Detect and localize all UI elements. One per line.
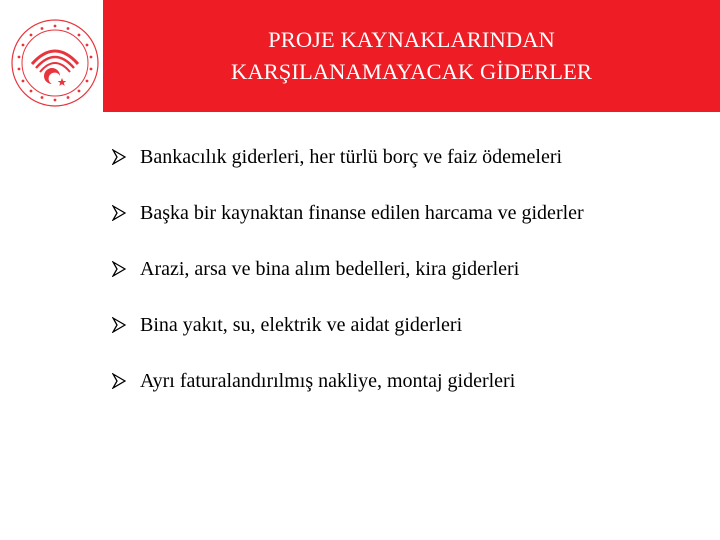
bullet-item: [112, 308, 584, 342]
bullet-item: [112, 252, 584, 286]
arrow-right-bullet-icon: [112, 205, 126, 221]
arrow-right-bullet-icon: [112, 149, 126, 165]
bullet-text: Ayrı faturalandırılmış nakliye, montaj giderleri: [140, 369, 516, 392]
title-line-1: PROJE KAYNAKLARINDAN: [268, 27, 555, 52]
ministry-emblem-icon: [10, 18, 100, 108]
title-line-2: KARŞILANAMAYACAK GİDERLER: [230, 59, 593, 84]
bullet-text: Arazi, arsa ve bina alım bedelleri, kira giderleri: [140, 257, 520, 280]
bullet-text: Bankacılık giderleri, her türlü borç ve faiz ödemeleri: [140, 145, 563, 168]
arrow-right-bullet-icon: [112, 317, 126, 333]
bullet-list: [112, 140, 584, 420]
arrow-right-bullet-icon: [112, 261, 126, 277]
bullet-item: [112, 364, 584, 398]
bullet-item: [112, 196, 584, 230]
bullet-item: [112, 140, 584, 174]
bullet-text: Bina yakıt, su, elektrik ve aidat giderleri: [140, 313, 463, 336]
arrow-right-bullet-icon: [112, 373, 126, 389]
title-banner: [103, 0, 720, 112]
bullet-text: Başka bir kaynaktan finanse edilen harcama ve giderler: [140, 201, 584, 224]
